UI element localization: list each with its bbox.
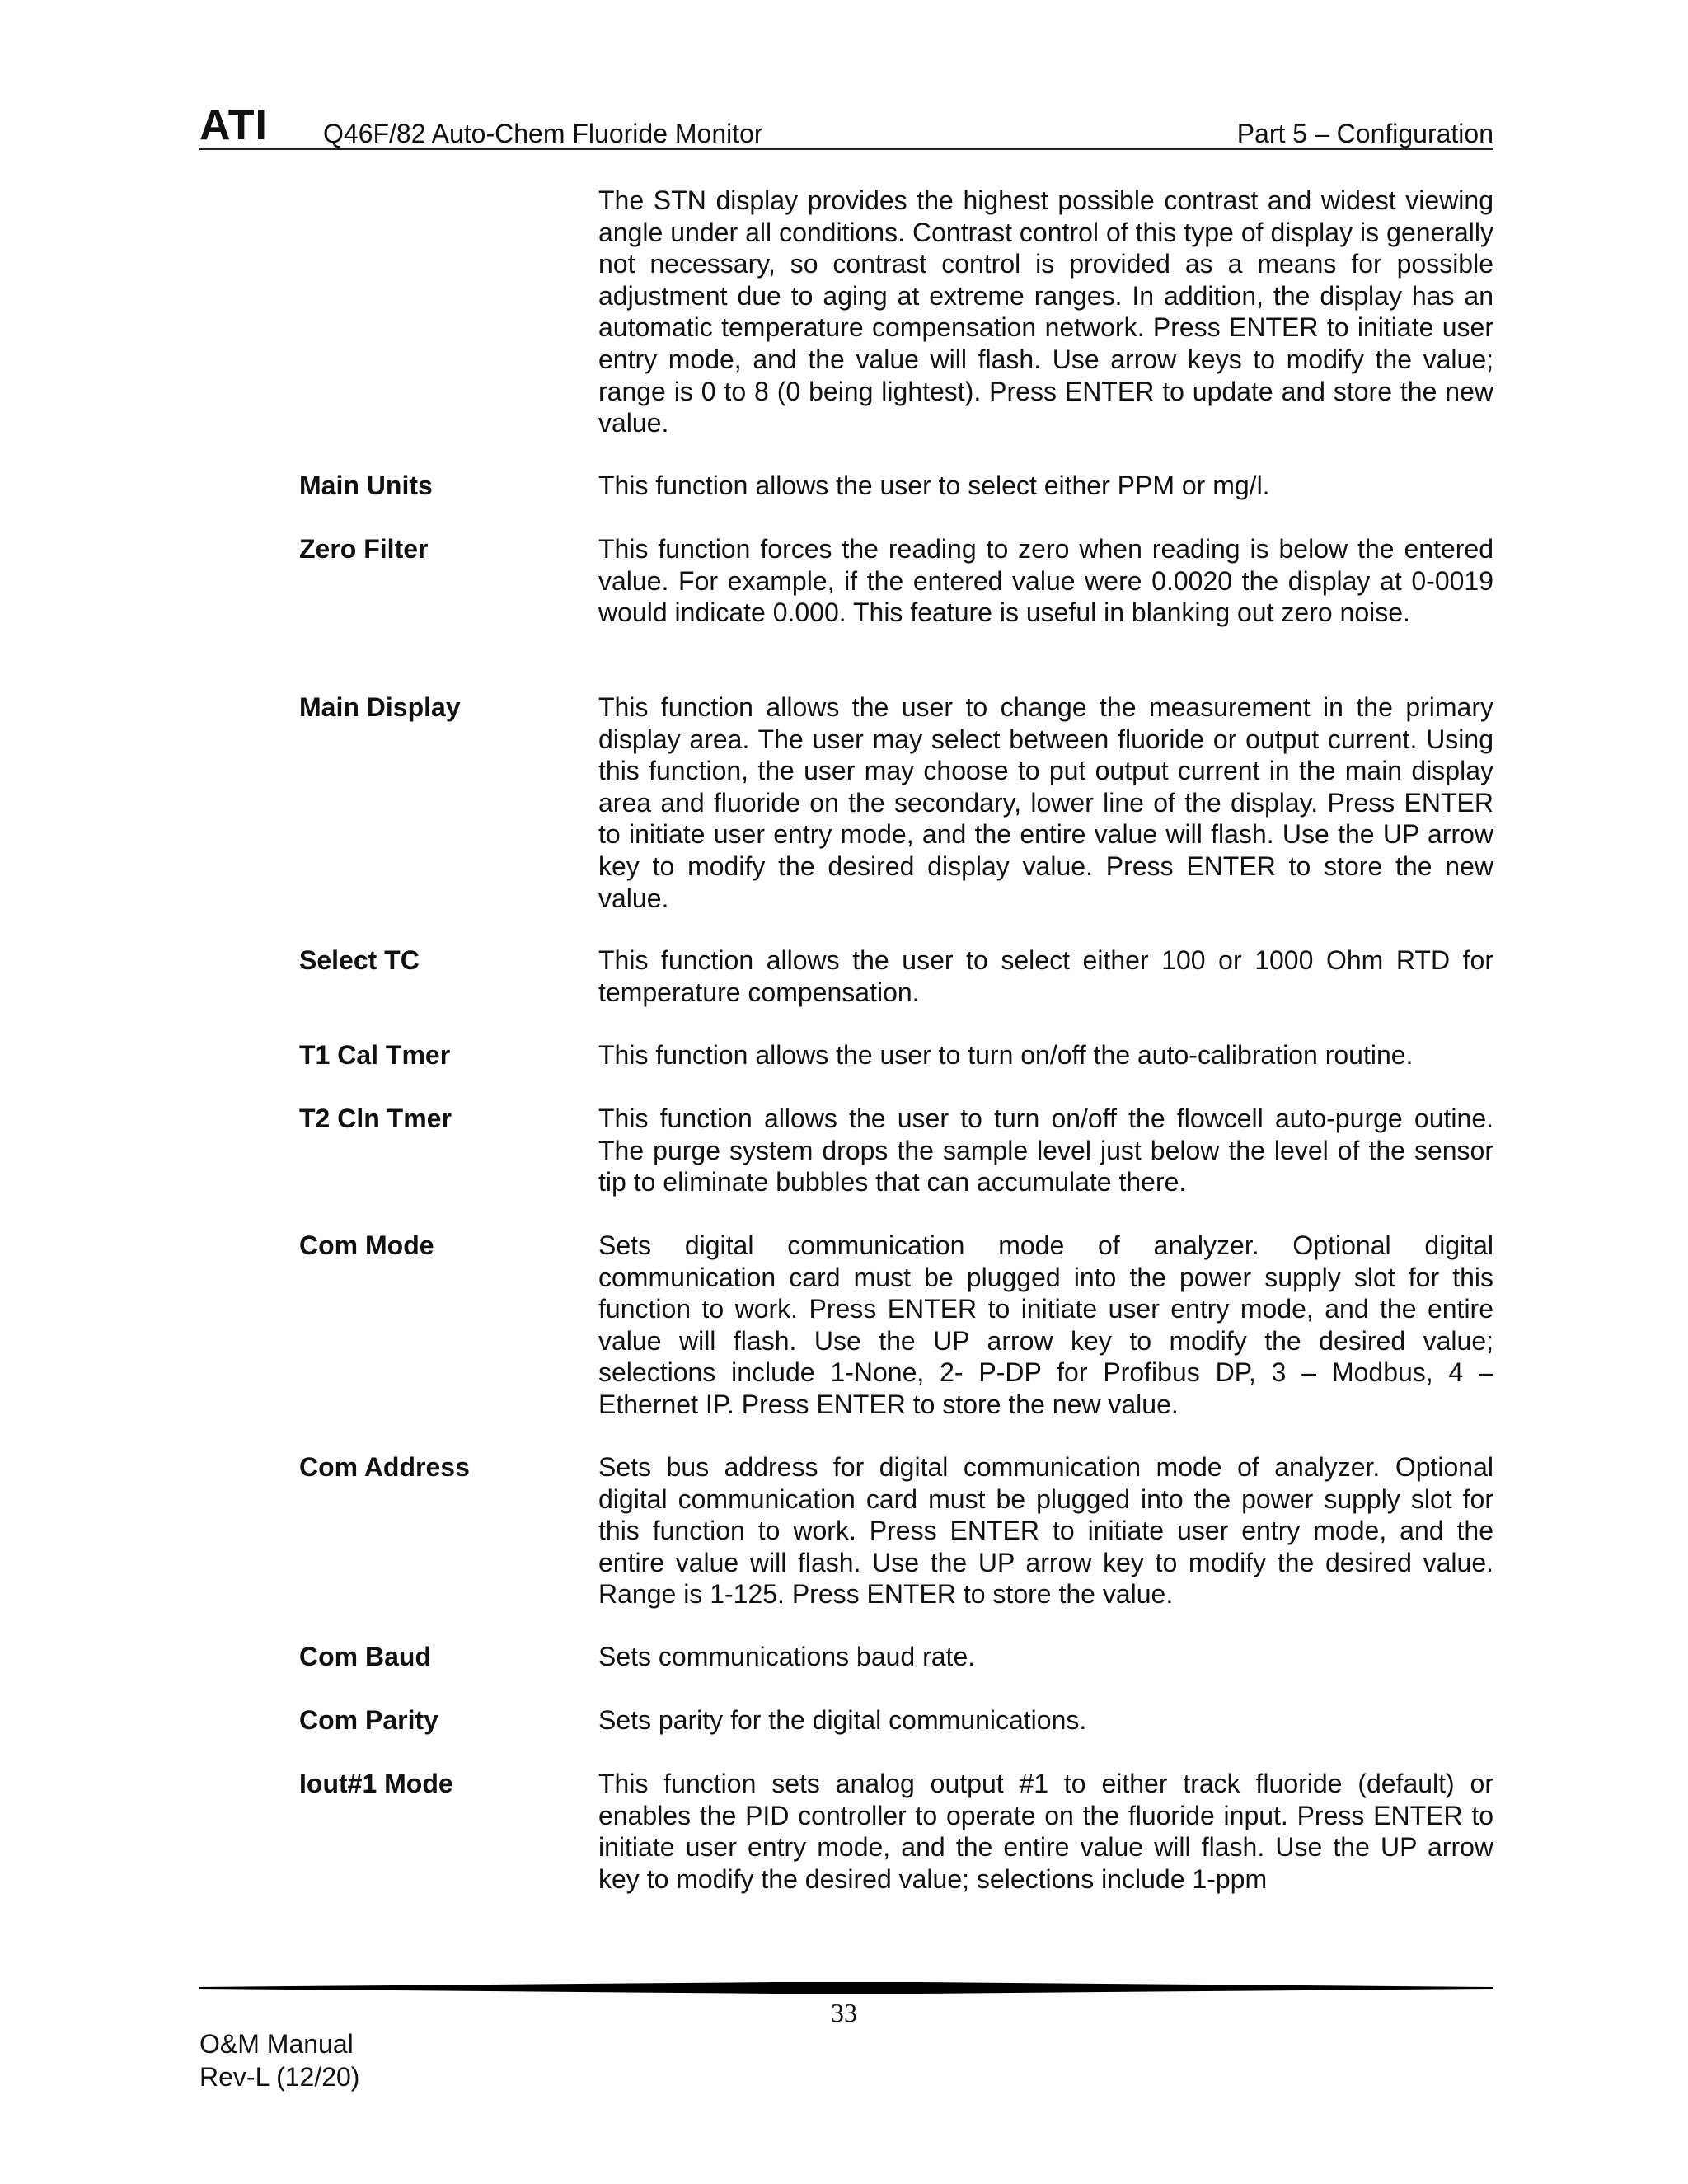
entry-label: Select TC: [299, 945, 420, 975]
brand-logo: ATI: [199, 101, 268, 149]
entry-text: This function allows the user to select either 100 or 1000 Ohm RTD for temperature compensation.: [598, 945, 1493, 1007]
footer-info: [199, 2027, 359, 2093]
footer-rule: [199, 1982, 1493, 1994]
entry-label: Com Parity: [299, 1705, 438, 1735]
entry-label: Main Display: [299, 692, 461, 722]
entry-label: Com Mode: [299, 1230, 434, 1260]
entry-text: Sets digital communication mode of analyzer. Optional digital communication card must be plugged into the power supply slot for this function to work. Press ENTER to initiate user entry mode, and the entire value will flash. Use the UP arrow key to modify the desired value; selections include 1-None, 2- P-DP for Profibus DP, 3 – Modbus, 4 – Ethernet IP. Press ENTER to store the new value.: [598, 1230, 1493, 1419]
entry-text: This function forces the reading to zero when reading is below the entered value. For example, if the entered value were 0.0020 the display at 0-0019 would indicate 0.000. This feature is useful in blanking out zero noise.: [598, 534, 1493, 628]
entry-text: Sets communications baud rate.: [598, 1642, 976, 1671]
revision-label: Rev-L (12/20): [199, 2062, 360, 2092]
page-header: [199, 101, 1493, 150]
manual-name: O&M Manual: [199, 2029, 354, 2059]
entry-label: T1 Cal Tmer: [299, 1040, 451, 1070]
intro-paragraph: The STN display provides the highest possible contrast and widest viewing angle under all conditions. Contrast control of this type of display is generally not necessary, so contrast control is provided as a means for possible adjustment due to aging at extreme ranges. In addition, the display has an automatic temperature compensation network. Press ENTER to initiate user entry mode, and the value will flash. Use arrow keys to modify the value; range is 0 to 8 (0 being lightest). Press ENTER to update and store the new value.: [598, 185, 1493, 438]
entry-label: T2 Cln Tmer: [299, 1104, 452, 1133]
document-title: Q46F/82 Auto-Chem Fluoride Monitor: [323, 118, 763, 148]
entry-text: This function allows the user to select either PPM or mg/l.: [598, 471, 1270, 500]
entry-label: Com Baud: [299, 1642, 431, 1671]
entry-text: This function allows the user to turn on/off the auto-calibration routine.: [598, 1040, 1414, 1070]
section-title: Part 5 – Configuration: [1236, 118, 1493, 148]
entry-text: This function allows the user to change the measurement in the primary display area. The user may select between fluoride or output current. Using this function, the user may choose to put output current in the main display area and fluoride on the secondary, lower line of the display. Press ENTER to initiate user entry mode, and the entire value will flash. Use the UP arrow key to modify the desired display value. Press ENTER to store the new value.: [598, 692, 1493, 913]
entry-text: Sets parity for the digital communications.: [598, 1705, 1087, 1735]
entry-label: Iout#1 Mode: [299, 1769, 453, 1798]
entry-label: Zero Filter: [299, 534, 429, 564]
entry-text: This function allows the user to turn on/off the flowcell auto-purge outine. The purge system drops the sample level just below the level of the sensor tip to eliminate bubbles that can accumulate there.: [598, 1104, 1493, 1197]
entry-text: Sets bus address for digital communication mode of analyzer. Optional digital communication card must be plugged into the power supply slot for this function to work. Press ENTER to initiate user entry mode, and the entire value will flash. Use the UP arrow key to modify the desired value. Range is 1-125. Press ENTER to store the value.: [598, 1452, 1493, 1610]
entry-label: Com Address: [299, 1452, 470, 1482]
entry-text: This function sets analog output #1 to either track fluoride (default) or enables the PID controller to operate on the fluoride input. Press ENTER to initiate user entry mode, and the entire value will flash. Use the UP arrow key to modify the desired value; selections include 1-ppm: [598, 1769, 1493, 1894]
page-number: 33: [831, 1998, 857, 2027]
entry-label: Main Units: [299, 471, 433, 500]
